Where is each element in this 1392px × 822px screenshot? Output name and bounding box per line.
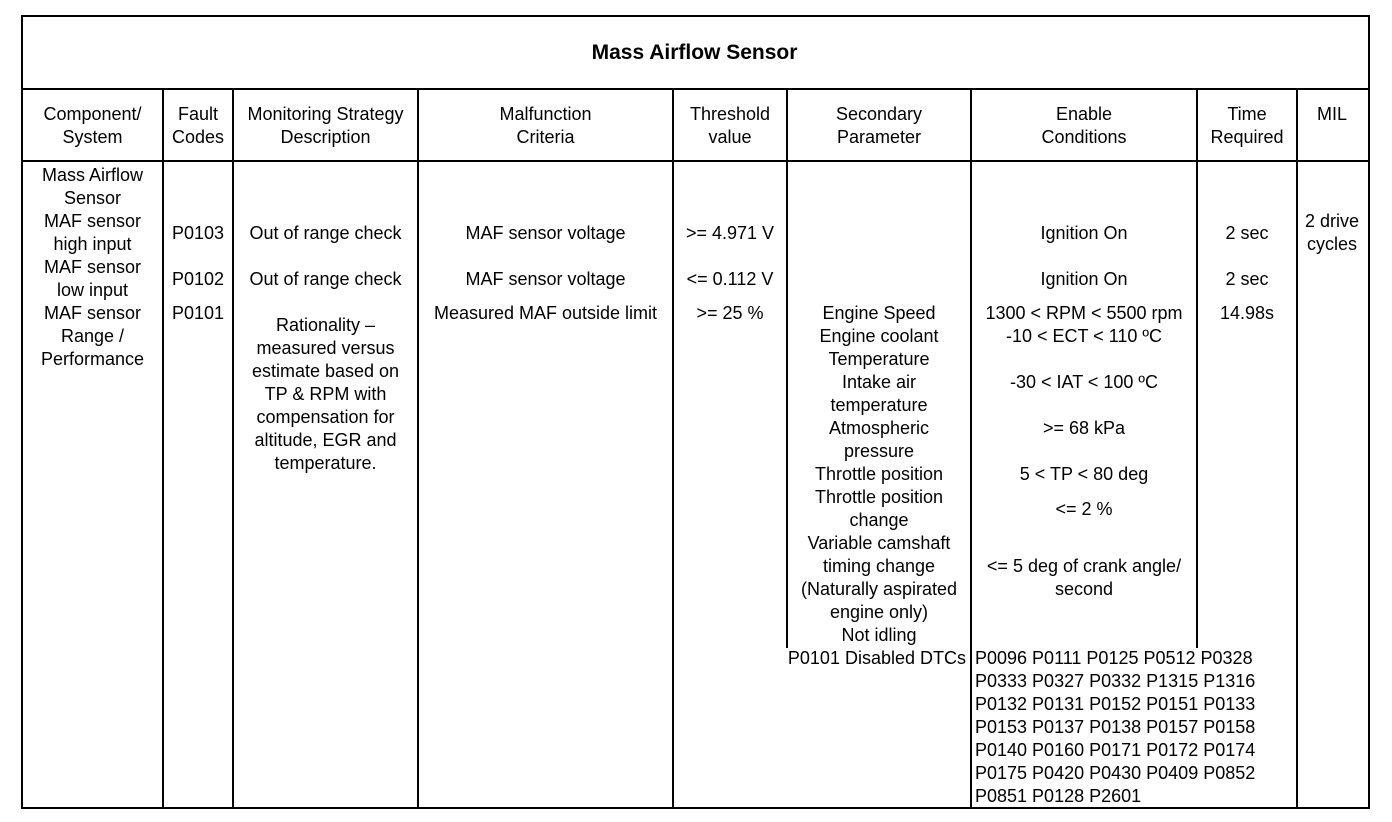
header-malfunction: Malfunction Criteria xyxy=(499,104,592,147)
strategy-low: Out of range check xyxy=(249,269,402,289)
component-system: Mass Airflow Sensor xyxy=(41,165,144,208)
header-strategy: Monitoring Strategy Description xyxy=(247,104,404,147)
enable-low: Ignition On xyxy=(1040,269,1128,289)
mil-value: 2 drive cycles xyxy=(1304,211,1360,254)
dtc-line: P0096 P0111 P0125 P0512 P0328 xyxy=(975,648,1253,668)
enable-tp-change: <= 2 % xyxy=(1055,499,1113,519)
secondary-atmospheric: Atmospheric pressure xyxy=(828,418,930,461)
threshold-range: >= 25 % xyxy=(696,303,764,323)
dtc-line: P0140 P0160 P0171 P0172 P0174 xyxy=(975,740,1256,760)
threshold-high: >= 4.971 V xyxy=(685,223,775,243)
header-mil: MIL xyxy=(1316,104,1347,124)
secondary-not-idling: Not idling xyxy=(841,625,917,645)
fault-code-range: P0101 xyxy=(171,303,225,323)
header-threshold: Threshold value xyxy=(689,104,771,147)
col-divider xyxy=(162,88,164,807)
threshold-low: <= 0.112 V xyxy=(686,269,774,289)
dtc-line: P0851 P0128 P2601 xyxy=(975,786,1142,806)
secondary-disabled-dtcs: P0101 Disabled DTCs xyxy=(787,648,966,668)
header-component: Component/ System xyxy=(43,104,142,147)
enable-high: Ignition On xyxy=(1040,223,1128,243)
secondary-engine-speed: Engine Speed xyxy=(822,303,936,323)
dtc-line: P0132 P0131 P0152 P0151 P0133 xyxy=(975,694,1256,714)
header-divider xyxy=(21,160,1368,162)
criteria-range: Measured MAF outside limit xyxy=(433,303,658,323)
secondary-intake-air: Intake air temperature xyxy=(830,372,928,415)
time-high: 2 sec xyxy=(1225,223,1269,243)
secondary-coolant: Engine coolant Temperature xyxy=(819,326,939,369)
header-fault-codes: Fault Codes xyxy=(171,104,225,147)
component-low-input: MAF sensor low input xyxy=(43,257,142,300)
header-enable: Enable Conditions xyxy=(1041,104,1127,147)
secondary-throttle-change: Throttle position change xyxy=(814,487,944,530)
time-low: 2 sec xyxy=(1225,269,1269,289)
enable-rpm: 1300 < RPM < 5500 rpm xyxy=(985,303,1183,323)
col-divider xyxy=(970,88,972,807)
dtc-line: P0333 P0327 P0332 P1315 P1316 xyxy=(975,671,1256,691)
enable-kpa: >= 68 kPa xyxy=(1042,418,1126,438)
fault-code-high: P0103 xyxy=(171,223,225,243)
header-secondary: Secondary Parameter xyxy=(835,104,923,147)
dtc-line: P0175 P0420 P0430 P0409 P0852 xyxy=(975,763,1256,783)
enable-iat: -30 < IAT < 100 ºC xyxy=(1010,372,1158,392)
col-divider xyxy=(1296,88,1298,807)
enable-tp: 5 < TP < 80 deg xyxy=(1019,464,1149,484)
strategy-high: Out of range check xyxy=(249,223,402,243)
component-high-input: MAF sensor high input xyxy=(43,211,142,254)
secondary-throttle: Throttle position xyxy=(814,464,944,484)
table-title: Mass Airflow Sensor xyxy=(591,41,798,64)
enable-camshaft: <= 5 deg of crank angle/ second xyxy=(986,556,1182,599)
enable-ect: -10 < ECT < 110 ºC xyxy=(1006,326,1162,346)
time-range: 14.98s xyxy=(1219,303,1275,323)
component-range: MAF sensor Range / Performance xyxy=(40,303,145,369)
fault-code-low: P0102 xyxy=(171,269,225,289)
secondary-camshaft: Variable camshaft timing change (Naturally aspirated engine only) xyxy=(800,533,958,622)
criteria-low: MAF sensor voltage xyxy=(465,269,626,289)
strategy-range: Rationality – measured versus estimate based on TP & RPM with compensation for altitude, EGR and temperature. xyxy=(251,315,400,473)
title-divider xyxy=(21,88,1368,90)
col-divider xyxy=(1196,88,1198,648)
header-time: Time Required xyxy=(1210,104,1284,147)
col-divider xyxy=(417,88,419,807)
disabled-dtc-list xyxy=(975,647,1295,808)
col-divider xyxy=(672,88,674,807)
criteria-high: MAF sensor voltage xyxy=(465,223,626,243)
dtc-line: P0153 P0137 P0138 P0157 P0158 xyxy=(975,717,1256,737)
